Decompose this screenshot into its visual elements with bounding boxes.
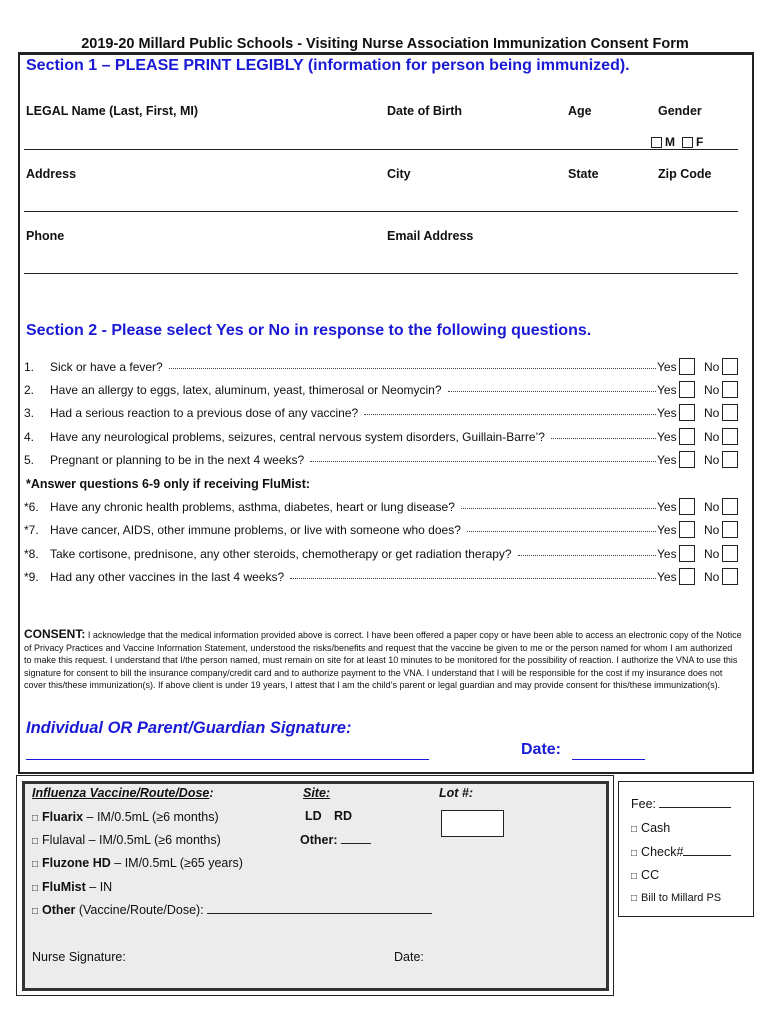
site-other[interactable] xyxy=(300,833,371,847)
vaccine-option[interactable] xyxy=(32,810,219,824)
question-number: *8. xyxy=(24,547,39,561)
nurse-date-label: Date: xyxy=(394,950,424,964)
leader-dots xyxy=(461,508,656,509)
gender-options xyxy=(651,135,703,149)
gender-m-label: M xyxy=(665,135,675,149)
no-checkbox[interactable] xyxy=(722,521,738,538)
question-row xyxy=(24,545,740,565)
no-label: No xyxy=(704,360,720,374)
leader-dots xyxy=(310,461,656,462)
checkbox-icon[interactable]: □ xyxy=(631,871,638,882)
site-other-label: Other: xyxy=(300,833,338,847)
no-checkbox[interactable] xyxy=(722,358,738,375)
question-row xyxy=(24,521,740,541)
fee-field[interactable] xyxy=(631,797,731,811)
vaccine-name: Fluzone HD xyxy=(42,856,111,870)
vaccine-detail: – IM/0.5mL (≥6 months) xyxy=(83,810,219,824)
signature-date-label: Date: xyxy=(521,741,562,758)
question-number: 4. xyxy=(24,430,35,444)
check-label: Check# xyxy=(641,845,684,859)
site-rd[interactable]: RD xyxy=(334,809,353,823)
yes-checkbox[interactable] xyxy=(679,545,695,562)
no-checkbox[interactable] xyxy=(722,545,738,562)
question-text: Sick or have a fever? xyxy=(50,360,163,374)
no-checkbox[interactable] xyxy=(722,404,738,421)
checkbox-icon[interactable]: □ xyxy=(32,836,39,847)
yes-label: Yes xyxy=(657,430,677,444)
yes-checkbox[interactable] xyxy=(679,498,695,515)
email-label: Email Address xyxy=(387,229,474,243)
question-text: Have any neurological problems, seizures, central nervous system disorders, Guillain-Barre’? xyxy=(50,430,545,444)
no-checkbox[interactable] xyxy=(722,381,738,398)
cash-label: Cash xyxy=(641,821,671,835)
other-vaccine-line[interactable] xyxy=(207,903,432,914)
yes-label: Yes xyxy=(657,547,677,561)
question-text: Take cortisone, prednisone, any other steroids, chemotherapy or get radiation therapy? xyxy=(50,547,512,561)
yes-checkbox[interactable] xyxy=(679,451,695,468)
cc-label: CC xyxy=(641,868,660,882)
question-text: Have cancer, AIDS, other immune problems, or live with someone who does? xyxy=(50,523,461,537)
age-label: Age xyxy=(568,104,592,118)
vaccine-name: Other xyxy=(42,903,76,917)
lot-header: Lot #: xyxy=(439,786,474,800)
question-row xyxy=(24,358,740,378)
no-label: No xyxy=(704,570,720,584)
vaccine-name: FluMist xyxy=(42,880,86,894)
consent-text: I acknowledge that the medical information provided above is correct. I have been offered a paper copy or have been able to access an electronic copy of the Notice of Privacy Practices and Vaccine Information Statement, understood the risks/benefits and request that the vaccine be given to me or the person named for whom I am authorized to make this request. I understand that I/the person named, must remain on site for at least 10 minutes to be monitored for the possibility of reaction. I authorize the VNA to use this signature for consent to bill the insurance company/credit card and to authorize payment to the VNA. I understand that I will be responsible for the cost if my insurance does not cover this/these immunization(s). If above client is under 19 years, I attest that I am the child’s parent or legal guardian and may provide consent for this/these immunization(s). xyxy=(24,630,742,691)
lot-number-box[interactable] xyxy=(441,810,504,837)
signature-label: Individual OR Parent/Guardian Signature: xyxy=(26,719,352,737)
yes-checkbox[interactable] xyxy=(679,428,695,445)
cc-option[interactable] xyxy=(631,868,659,882)
no-checkbox[interactable] xyxy=(722,498,738,515)
vaccine-header-colon: : xyxy=(209,786,214,800)
checkbox-icon[interactable]: □ xyxy=(631,893,638,904)
vaccine-header xyxy=(32,786,214,800)
site-ld[interactable]: LD xyxy=(305,809,322,823)
no-checkbox[interactable] xyxy=(722,451,738,468)
yes-checkbox[interactable] xyxy=(679,358,695,375)
checkbox-icon[interactable]: □ xyxy=(32,813,39,824)
leader-dots xyxy=(551,438,656,439)
leader-dots xyxy=(448,391,656,392)
yes-label: Yes xyxy=(657,570,677,584)
leader-dots xyxy=(169,368,656,369)
name-line[interactable] xyxy=(24,149,738,150)
zip-label: Zip Code xyxy=(658,167,712,181)
yes-label: Yes xyxy=(657,360,677,374)
question-text: Had any other vaccines in the last 4 weeks? xyxy=(50,570,285,584)
bill-label: Bill to Millard PS xyxy=(641,892,722,904)
question-number: *7. xyxy=(24,523,39,537)
consent-heading: CONSENT: xyxy=(24,627,86,641)
phone-line[interactable] xyxy=(24,273,738,274)
section-1-title: Section 1 – PLEASE PRINT LEGIBLY (information for person being immunized). xyxy=(26,57,630,74)
vaccine-name: Flulaval xyxy=(42,833,86,847)
vaccine-option[interactable] xyxy=(32,833,221,847)
question-text: Had a serious reaction to a previous dose of any vaccine? xyxy=(50,406,359,420)
no-label: No xyxy=(704,547,720,561)
city-label: City xyxy=(387,167,411,181)
dob-label: Date of Birth xyxy=(387,104,462,118)
checkbox-icon[interactable]: □ xyxy=(32,883,39,894)
gender-m-checkbox[interactable] xyxy=(651,137,662,148)
vaccine-option[interactable] xyxy=(32,880,112,894)
no-label: No xyxy=(704,430,720,444)
fee-line[interactable] xyxy=(659,797,731,808)
section-2-title: Section 2 - Please select Yes or No in response to the following questions. xyxy=(26,322,592,339)
gender-f-checkbox[interactable] xyxy=(682,137,693,148)
checkbox-icon[interactable]: □ xyxy=(631,848,638,859)
vaccine-option[interactable] xyxy=(32,903,432,917)
gender-label: Gender xyxy=(658,104,702,118)
phone-label: Phone xyxy=(26,229,65,243)
vaccine-name: Fluarix xyxy=(42,810,84,824)
question-text: Have an allergy to eggs, latex, aluminum, yeast, thimerosal or Neomycin? xyxy=(50,383,442,397)
question-row xyxy=(24,428,740,448)
yes-label: Yes xyxy=(657,500,677,514)
question-number: *9. xyxy=(24,570,39,584)
question-row xyxy=(24,451,740,471)
leader-dots xyxy=(290,578,656,579)
question-row xyxy=(24,498,740,518)
question-number: *6. xyxy=(24,500,39,514)
yes-checkbox[interactable] xyxy=(679,521,695,538)
checkbox-icon[interactable]: □ xyxy=(631,824,638,835)
no-label: No xyxy=(704,383,720,397)
leader-dots xyxy=(364,414,656,415)
vaccine-detail: – IM/0.5mL (≥6 months) xyxy=(85,833,221,847)
yes-label: Yes xyxy=(657,383,677,397)
vaccine-detail: – IN xyxy=(85,880,113,894)
no-label: No xyxy=(704,453,720,467)
question-number: 1. xyxy=(24,360,35,374)
vaccine-detail: (Vaccine/Route/Dose): xyxy=(75,903,204,917)
vaccine-detail: – IM/0.5mL (≥65 years) xyxy=(110,856,243,870)
check-option[interactable] xyxy=(631,845,731,859)
yes-label: Yes xyxy=(657,406,677,420)
state-label: State xyxy=(568,167,599,181)
checkbox-icon[interactable]: □ xyxy=(32,859,39,870)
leader-dots xyxy=(518,555,656,556)
question-number: 3. xyxy=(24,406,35,420)
no-label: No xyxy=(704,500,720,514)
yes-label: Yes xyxy=(657,523,677,537)
vaccine-option[interactable] xyxy=(32,856,243,870)
cash-option[interactable] xyxy=(631,821,670,835)
check-number-line[interactable] xyxy=(683,845,731,856)
checkbox-icon[interactable]: □ xyxy=(32,906,39,917)
address-line[interactable] xyxy=(24,211,738,212)
yes-checkbox[interactable] xyxy=(679,381,695,398)
site-other-line[interactable] xyxy=(341,833,371,844)
nurse-signature-label: Nurse Signature: xyxy=(32,950,126,964)
yes-checkbox[interactable] xyxy=(679,568,695,585)
gender-f-label: F xyxy=(696,135,704,149)
question-text: Pregnant or planning to be in the next 4 weeks? xyxy=(50,453,305,467)
yes-checkbox[interactable] xyxy=(679,404,695,421)
flumist-note: *Answer questions 6-9 only if receiving FluMist: xyxy=(26,477,311,491)
legal-name-label: LEGAL Name (Last, First, MI) xyxy=(26,104,199,118)
question-row xyxy=(24,381,740,401)
question-number: 2. xyxy=(24,383,35,397)
yes-label: Yes xyxy=(657,453,677,467)
question-row xyxy=(24,568,740,588)
question-number: 5. xyxy=(24,453,35,467)
bill-option[interactable] xyxy=(631,892,721,904)
site-header: Site: xyxy=(303,786,331,800)
vaccine-header-text: Influenza Vaccine/Route/Dose xyxy=(32,786,210,800)
no-checkbox[interactable] xyxy=(722,568,738,585)
no-checkbox[interactable] xyxy=(722,428,738,445)
question-text: Have any chronic health problems, asthma, diabetes, heart or lung disease? xyxy=(50,500,455,514)
address-label: Address xyxy=(26,167,77,181)
fee-label: Fee: xyxy=(631,797,657,811)
leader-dots xyxy=(467,531,656,532)
no-label: No xyxy=(704,406,720,420)
consent-paragraph xyxy=(24,628,742,692)
form-title: 2019-20 Millard Public Schools - Visiting Nurse Association Immunization Consent Form xyxy=(81,36,689,52)
signature-line[interactable] xyxy=(26,759,429,760)
no-label: No xyxy=(704,523,720,537)
signature-date-line[interactable] xyxy=(572,759,645,760)
question-row xyxy=(24,404,740,424)
